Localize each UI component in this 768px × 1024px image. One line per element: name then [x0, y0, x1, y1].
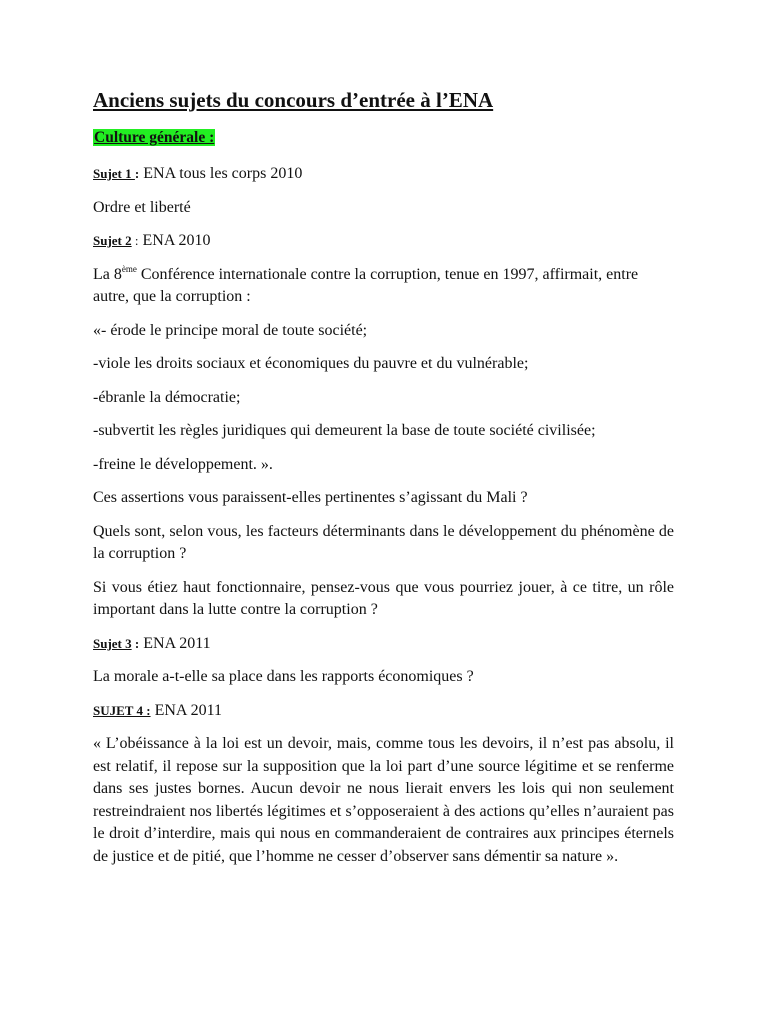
sujet-1-value: ENA tous les corps 2010	[139, 165, 303, 182]
sujet-2-colon: :	[131, 233, 139, 248]
sujet-4-value: ENA 2011	[150, 701, 222, 719]
sujet-3-heading	[93, 633, 674, 656]
sujet-3-colon: :	[131, 635, 140, 651]
sujet-2-quote-line: «- érode le principe moral de toute société;	[93, 321, 368, 339]
sujet-3-body: La morale a-t-elle sa place dans les rapports économiques ?	[93, 668, 474, 685]
section-heading	[93, 127, 674, 149]
sujet-2-quote-line: -viole les droits sociaux et économiques du pauvre et du vulnérable;	[93, 355, 529, 372]
sujet-2-value: ENA 2010	[138, 232, 211, 249]
sujet-3-value: ENA 2011	[139, 634, 211, 652]
sujet-2-heading	[93, 230, 674, 253]
sujet-2-quote-line: -subvertit les règles juridiques qui demeurent la base de toute société civilisée;	[93, 422, 596, 439]
sujet-1-heading	[93, 163, 674, 186]
document-title: Anciens sujets du concours d’entrée à l’ENA	[93, 88, 494, 112]
document-page	[93, 86, 674, 879]
sujet-2-intro-prefix: La 8	[93, 265, 122, 283]
sujet-1-label: Sujet 1	[93, 166, 135, 181]
section-heading-text: Culture générale :	[94, 129, 215, 146]
sujet-2-question: Si vous étiez haut fonctionnaire, pensez-vous que vous pourriez jouer, à ce titre, un rôle important dans la lutte contre la corruption ?	[93, 578, 674, 618]
sujet-2-question: Quels sont, selon vous, les facteurs déterminants dans le développement du phénomène de la corruption ?	[93, 522, 674, 562]
sujet-3-label: Sujet 3	[93, 635, 132, 651]
sujet-2-quote-line: -freine le développement. ».	[93, 455, 273, 473]
sujet-2-label: Sujet 2	[93, 233, 132, 248]
sujet-4-label: SUJET 4 :	[93, 702, 151, 718]
sujet-1-body: Ordre et liberté	[93, 198, 191, 216]
sujet-2-quote-line: -ébranle la démocratie;	[93, 388, 241, 406]
sujet-2-intro-text: Conférence internationale contre la corruption, tenue en 1997, affirmait, entre autre, que la corruption :	[93, 265, 639, 305]
sujet-4-body: « L’obéissance à la loi est un devoir, mais, comme tous les devoirs, il n’est pas absolu, il est relatif, il repose sur la supposition que la loi part d’une source légitime et se renferme dans ses justes bornes. Aucun devoir ne nous lierait envers les lois qui non seulement restreindraient nos libertés légitimes et s’opposeraient à des actions qu’elles n’auraient pas le droit d’interdire, mais qui nous en commanderaient de contraires aux principes éternels de justice et de pitié, que l’homme ne cesser d’observer sans démentir sa nature ».	[93, 735, 674, 865]
sujet-2-intro	[93, 264, 674, 309]
sujet-2-intro-superscript: ème	[121, 263, 137, 274]
sujet-2-question: Ces assertions vous paraissent-elles pertinentes s’agissant du Mali ?	[93, 489, 528, 506]
sujet-4-heading	[93, 700, 674, 723]
sujet-1-colon: :	[134, 166, 140, 181]
